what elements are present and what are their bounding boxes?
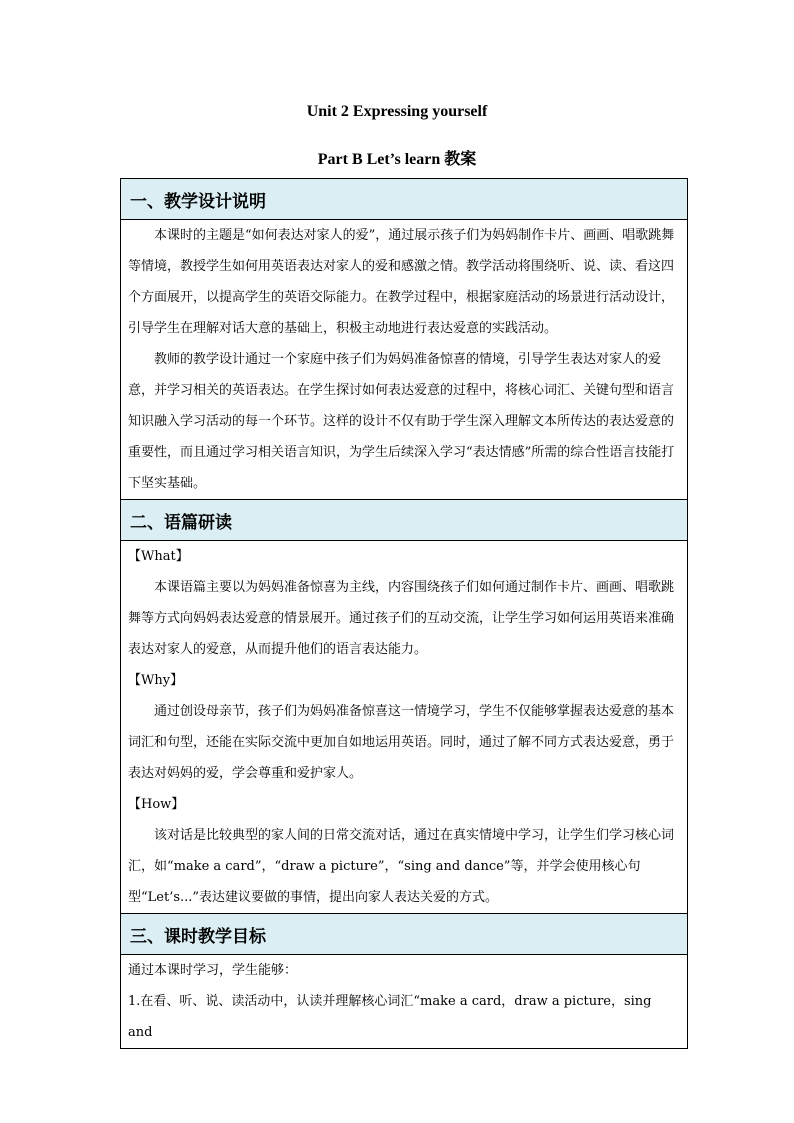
document-title: Unit 2 Expressing yourself [306,103,488,120]
section-body-objectives [121,955,688,1049]
section-body-text-analysis [121,541,688,914]
objective-item: 1.在看、听、说、读活动中，认读并理解核心词汇“make a card，draw a picture，sing and [128,994,652,1040]
how-label: 【How】 [128,797,185,812]
paragraph: 本课时的主题是“如何表达对家人的爱”，通过展示孩子们为妈妈制作卡片、画画、唱歌跳舞等情境，教授学生如何用英语表达对家人的爱和感激之情。教学活动将围绕听、说、读、看这四个方面展开，以提高学生的英语交际能力。在教学过程中，根据家庭活动的场景进行活动设计，引导学生在理解对话大意的基础上，积极主动地进行表达爱意的实践活动。 [128,228,675,336]
section-header-design [121,179,688,220]
lesson-plan-table [120,178,688,1049]
section-heading: 二、语篇研读 [121,500,688,541]
section-heading: 一、教学设计说明 [121,179,688,220]
objectives-intro: 通过本课时学习，学生能够： [128,963,298,978]
paragraph: 教师的教学设计通过一个家庭中孩子们为妈妈准备惊喜的情境，引导学生表达对家人的爱意，并学习相关的英语表达。在学生探讨如何表达爱意的过程中，将核心词汇、关键句型和语言知识融入学习活动的每一个环节。这样的设计不仅有助于学生深入理解文本所传达的表达爱意的重要性，而且通过学习相关语言知识，为学生后续深入学习“表达情感”所需的综合性语言技能打下坚实基础。 [128,352,675,491]
section-body-design [121,220,688,500]
why-label: 【Why】 [128,673,184,688]
why-paragraph: 通过创设母亲节，孩子们为妈妈准备惊喜这一情境学习，学生不仅能够掌握表达爱意的基本词汇和句型，还能在实际交流中更加自如地运用英语。同时，通过了解不同方式表达爱意，勇于表达对妈妈的爱，学会尊重和爱护家人。 [128,704,675,781]
document-subtitle: Part B Let’s learn 教案 [317,151,477,168]
what-label: 【What】 [128,549,189,564]
how-paragraph: 该对话是比较典型的家人间的日常交流对话，通过在真实情境中学习，让学生们学习核心词汇，如“make a card”，“draw a picture”，“sing and dance”等，并学会使用核心句型“Let’s...”表达建议要做的事情，提出向家人表达关爱的方式。 [128,828,675,905]
what-paragraph: 本课语篇主要以为妈妈准备惊喜为主线，内容围绕孩子们如何通过制作卡片、画画、唱歌跳舞等方式向妈妈表达爱意的情景展开。通过孩子们的互动交流，让学生学习如何运用英语来准确表达对家人的爱意，从而提升他们的语言表达能力。 [128,580,675,657]
section-header-text-analysis [121,500,688,541]
section-header-objectives [121,914,688,955]
section-heading: 三、课时教学目标 [121,914,688,955]
